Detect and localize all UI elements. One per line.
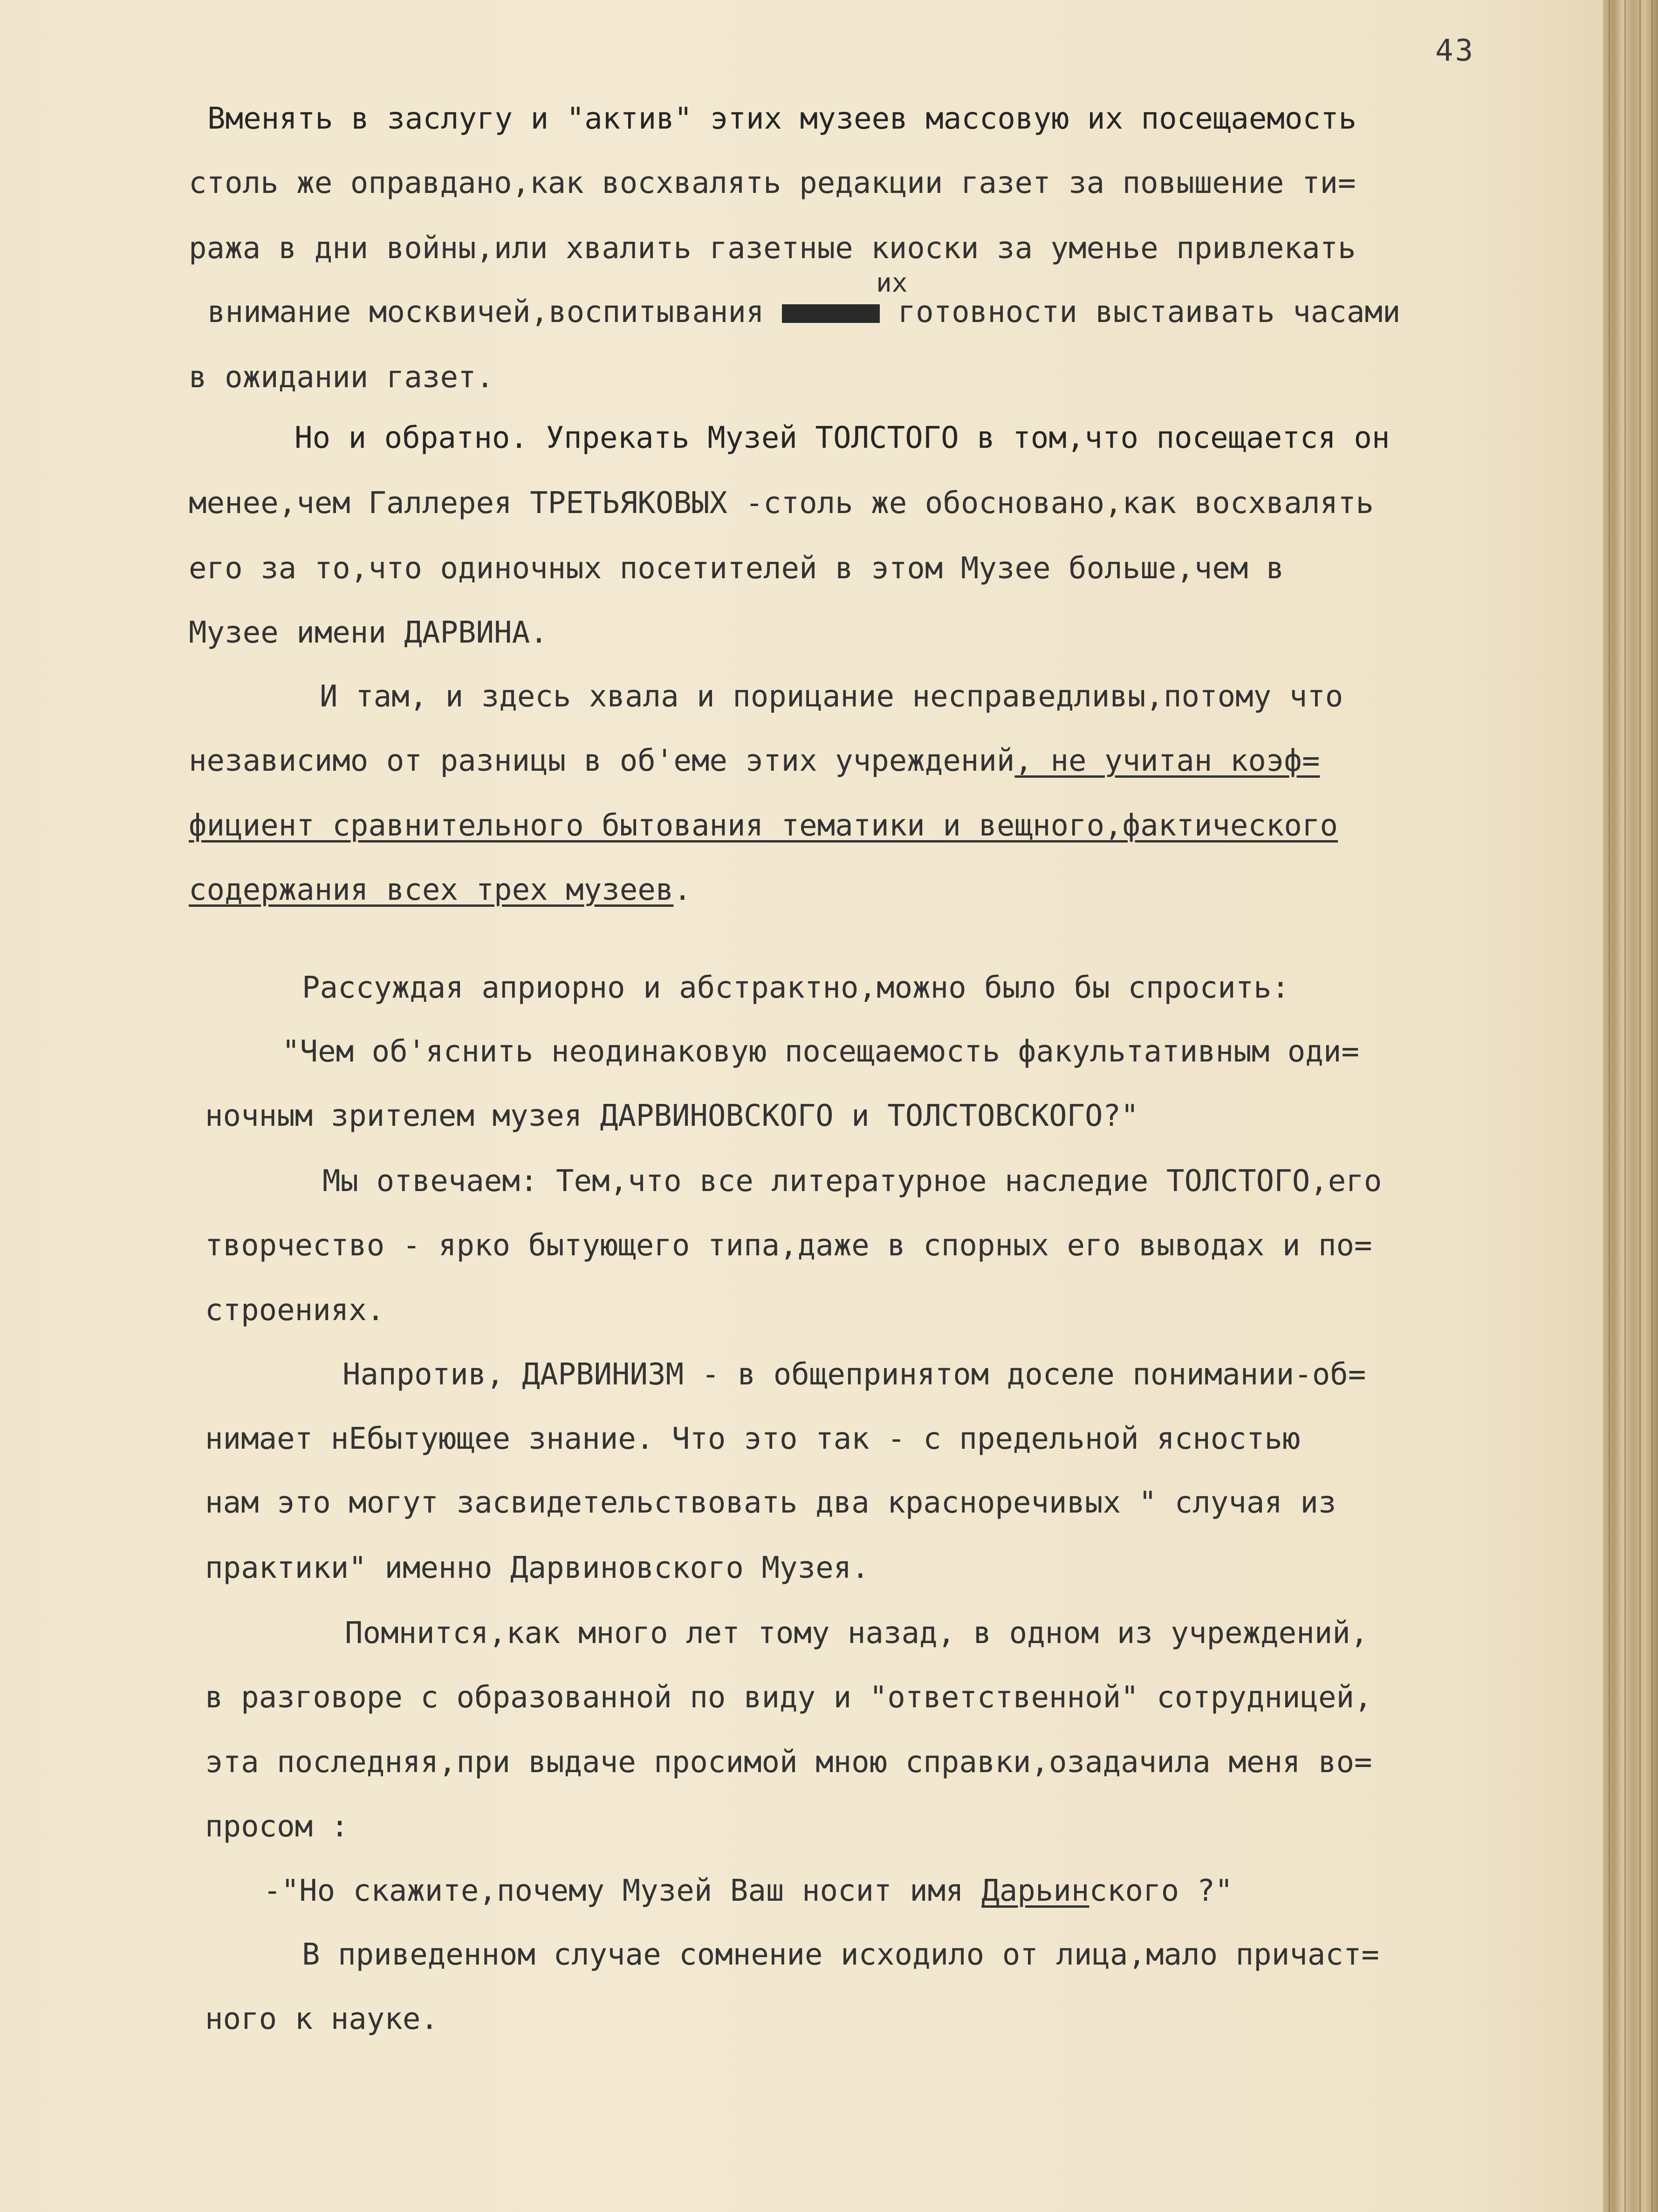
- text-line: нимает нЕбытующее знание. Что это так - с предельной ясностью: [205, 1422, 1301, 1456]
- underlined-text-line: фициент сравнительного бытования тематики и вещного,фактического: [189, 808, 1338, 843]
- text-line: Но и обратно. Упрекать Музей ТОЛСТОГО в том,что посещается он: [295, 421, 1390, 455]
- text-line: Музее имени ДАРВИНА.: [189, 616, 548, 650]
- text-line: в разговоре с образованной по виду и "ответственной" сотрудницей,: [205, 1680, 1372, 1715]
- binding-edge: [1603, 0, 1658, 2212]
- text-line: строениях.: [205, 1293, 385, 1328]
- page-edge-line: [1639, 0, 1641, 2212]
- text-line: Помнится,как много лет тому назад, в одном из учреждений,: [345, 1616, 1369, 1650]
- text-line: Рассуждая априорно и абстрактно,можно было бы спросить:: [302, 971, 1290, 1005]
- text-segment: готовности выстаивать часами: [898, 295, 1401, 329]
- underlined-text: Дарьин: [981, 1874, 1089, 1908]
- page-edge-line: [1609, 0, 1610, 2212]
- page-number: 43: [1435, 34, 1475, 68]
- struck-out-word: [782, 304, 880, 323]
- text-segment: внимание москвичей,воспитывания: [207, 295, 764, 329]
- text-line: "Чем об'яснить неодинаковую посещаемость факультативным оди=: [282, 1034, 1359, 1069]
- text-line: [263, 1872, 1233, 1910]
- text-line: нам это могут засвидетельствовать два красноречивых " случая из: [205, 1486, 1336, 1520]
- text-segment: .: [673, 873, 692, 907]
- text-line: Мы отвечаем: Тем,что все литературное наследие ТОЛСТОГО,его: [322, 1164, 1382, 1198]
- text-line: [189, 742, 1320, 780]
- underlined-text: содержания всех трех музеев: [189, 873, 674, 907]
- text-segment: ского ?": [1089, 1874, 1233, 1908]
- text-line: ночным зрителем музея ДАРВИНОВСКОГО и ТОЛСТОВСКОГО?": [205, 1099, 1139, 1133]
- text-segment: независимо от разницы в об'еме этих учреждений: [189, 744, 1015, 778]
- underlined-text: , не учитан коэф=: [1014, 744, 1320, 778]
- page-edge-line: [1651, 0, 1653, 2212]
- text-line: И там, и здесь хвала и порицание несправедливы,потому что: [320, 679, 1343, 714]
- text-line: В приведенном случае сомнение исходило от лица,мало причаст=: [302, 1938, 1379, 1972]
- page-edge-line: [1624, 0, 1626, 2212]
- text-line: его за то,что одиночных посетителей в этом Музее больше,чем в: [189, 551, 1284, 586]
- text-line: Вменять в заслугу и "актив" этих музеев массовую их посещаемость: [207, 102, 1357, 136]
- handwritten-insertion: их: [876, 268, 908, 298]
- text-segment: -"Но скажите,почему Музей Ваш носит имя: [263, 1874, 982, 1908]
- text-line: просом :: [205, 1809, 349, 1844]
- text-line: в ожидании газет.: [189, 360, 494, 395]
- text-line: Напротив, ДАРВИНИЗМ - в общепринятом доселе понимании-об=: [343, 1357, 1366, 1392]
- text-line: практики" именно Дарвиновского Музея.: [205, 1551, 870, 1585]
- text-line: ража в дни войны,или хвалить газетные киоски за уменье привлекать: [189, 231, 1356, 266]
- text-line: столь же оправдано,как восхвалять редакции газет за повышение ти=: [189, 166, 1356, 200]
- text-line: творчество - ярко бытующего типа,даже в спорных его выводах и по=: [205, 1228, 1372, 1263]
- text-line: ного к науке.: [205, 2002, 438, 2036]
- text-line: [189, 871, 692, 909]
- text-line: менее,чем Галлерея ТРЕТЬЯКОВЫХ -столь же обосновано,как восхвалять: [189, 486, 1374, 520]
- text-line: [207, 294, 1400, 331]
- text-line: эта последняя,при выдаче просимой мною справки,озадачила меня во=: [205, 1745, 1372, 1780]
